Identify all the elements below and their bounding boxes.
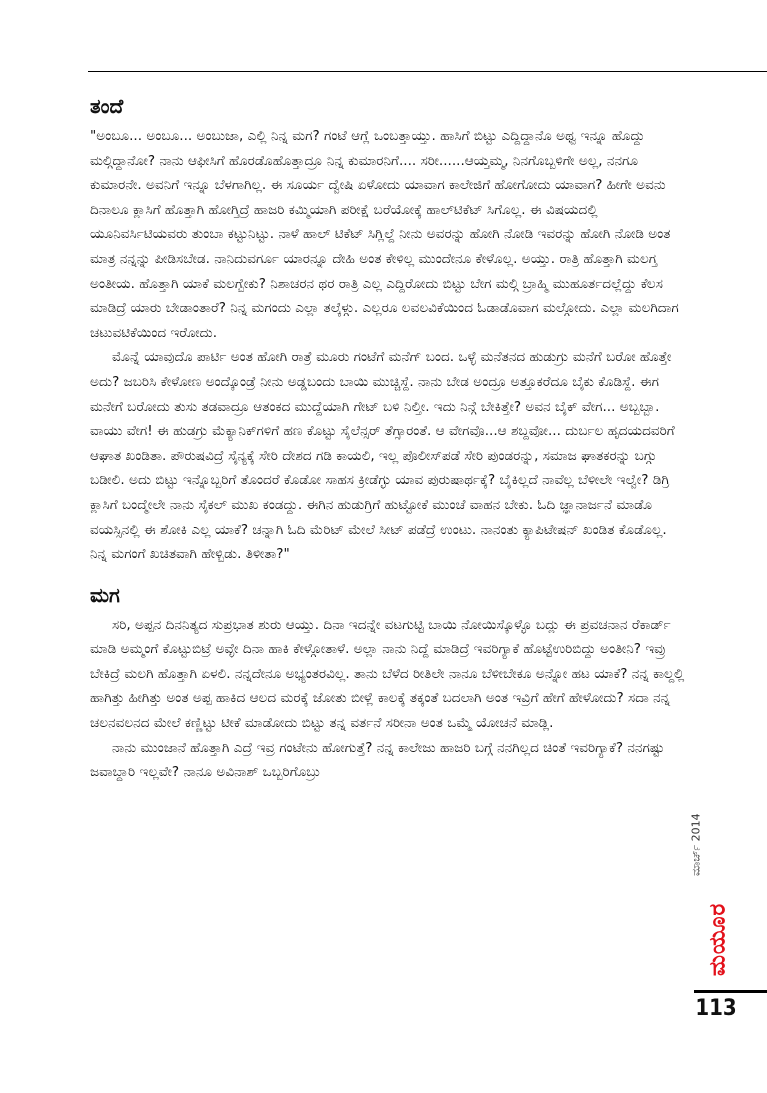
top-rule [88,71,767,72]
page-number-rule [694,990,767,993]
section-heading-maga: ಮಗ [90,582,120,607]
paragraph: ಸರಿ, ಅಪ್ಪನ ದಿನನಿತ್ಯದ ಸುಪ್ರಭಾತ ಶುರು ಆಯ್ತು. ದಿನಾ ಇದನ್ನೇ ವಟಗುಟ್ಟಿ ಬಾಯಿ ನೋಯಿಸ್ಕೊಳ್ಳೊ ಬದ್ಲು ಈ ಪ್ರವಚನಾನ ರೆಕಾರ್ಡ್ ಮಾಡಿ ಅಮ್ಮಂಗೆ ಕೊಟ್ಟುಬಿಟ್ರೆ ಅವ್ಳೇ ದಿನಾ ಹಾಕಿ ಕೇಳ್ಗೋತಾಳೆ. ಅಲ್ಲಾ ನಾನು ನಿದ್ದೆ ಮಾಡಿದ್ರೆ ಇವರಿಗ್ಯಾಕೆ ಹೊಟ್ಟೆಉರಿಬಿದ್ದು ಅಂತೀನಿ? ಇವ್ರು ಬೇಕಿದ್ರೆ ಮಲಗಿ ಹೊತ್ತಾಗಿ ಏಳಲಿ. ನನ್ನದೇನೂ ಅಭ್ಯಂತರವಿಲ್ಲ. ತಾನು ಬೆಳೆದ ರೀತಿಲೇ ನಾನೂ ಬೆಳೀಬೇಕೂ ಅನ್ನೋ ಹಟ ಯಾಕೆ? ನನ್ನ ಕಾಲ್ದಲ್ಲಿ ಹಾಗಿತ್ತು ಹೀಗಿತ್ತು ಅಂತ ಅಪ್ಪ ಹಾಕಿದ ಆಲದ ಮರಕ್ಕೆ ಜೋತು ಬೀಳ್ಲೆ ಕಾಲಕ್ಕೆ ತಕ್ಕಂತೆ ಬದಲಾಗಿ ಅಂತ ಇವ್ರಿಗೆ ಹೇಗೆ ಹೇಳೋದು? ಸದಾ ನನ್ನ ಚಲನವಲನದ ಮೇಲೆ ಕಣ್ಣಿಟ್ಟು ಟೀಕೆ ಮಾಡೋದು ಬಿಟ್ಟು ತನ್ನ ವರ್ತನೆ ಸರೀನಾ ಅಂತ ಒಮ್ಮೆ ಯೋಚನೆ ಮಾಡ್ಲಿ. [90,616,685,732]
issue-date: ಮಾರ್ಚ್ 2014 [689,813,703,877]
article-column [90,92,686,785]
section-maga [90,581,686,785]
paragraph: ಮೊನ್ನೆ ಯಾವುದೊ ಪಾರ್ಟಿ ಅಂತ ಹೋಗಿ ರಾತ್ರೆ ಮೂರು ಗಂಟೆಗೆ ಮನೆಗ್ ಬಂದ. ಒಳ್ಳೆ ಮನೆತನದ ಹುಡುಗ್ರು ಮನೆಗೆ ಬರೋ ಹೊತ್ತೇ ಅದು? ಜಬರಿಸಿ ಕೇಳೋಣ ಅಂದ್ಕೊಂಡ್ರೆ ನೀನು ಅಡ್ಡಬಂದು ಬಾಯಿ ಮುಚ್ಚಿಸ್ದೆ. ನಾನು ಬೇಡ ಅಂದ್ರೂ ಅತ್ತೂಕರೆದೂ ಬೈಕು ಕೊಡಿಸ್ದೆ. ಈಗ ಮನೇಗೆ ಬರೋದು ತುಸು ತಡವಾದ್ರೂ ಆತಂಕದ ಮುದ್ದೆಯಾಗಿ ಗೇಟ್ ಬಳಿ ನಿಲ್ತೀ. ಇದು ನಿನ್ಗೆ ಬೇಕಿತ್ತೇ? ಅವನ ಬೈಕ್ ವೇಗ... ಅಬ್ಬಬ್ಬಾ. ವಾಯು ವೇಗ! ಈ ಹುಡಗ್ರು ಮೆಕ್ಯಾನಿಕ್‌ಗಳಿಗೆ ಹಣ ಕೊಟ್ಟು ಸೈಲೆನ್ಸರ್ ತೆಗ್ಸಾರಂತೆ. ಆ ವೇಗವೊ...ಆ ಶಬ್ದವೋ... ದುರ್ಬಲ ಹೃದಯದವರಿಗೆ ಆಘಾತ ಖಂಡಿತಾ. ಪೌರುಷವಿದ್ರೆ ಸೈನ್ಯಕ್ಕೆ ಸೇರಿ ದೇಶದ ಗಡಿ ಕಾಯಲಿ, ಇಲ್ಲ ಪೊಲೀಸ್‌ಪಡೆ ಸೇರಿ ಪುಂಡರನ್ನು, ಸಮಾಜ ಘಾತಕರನ್ನು ಬಗ್ಗು ಬಡೀಲಿ. ಅದು ಬಿಟ್ಟು ಇನ್ನೊಬ್ಬರಿಗೆ ತೊಂದರೆ ಕೊಡೋ ಸಾಹಸ ಕ್ರೀಡೆಗ್ಳು ಯಾವ ಪುರುಷಾರ್ಥಕ್ಕೆ? ಬೈಕಿಲ್ಲದೆ ನಾವೆಲ್ಲ ಬೆಳೀಲೇ ಇಲ್ವೇ? ಡಿಗ್ರಿ ಕ್ಲಾಸಿಗೆ ಬಂದ್ಮೇಲೇ ನಾನು ಸೈಕಲ್ ಮುಖ ಕಂಡದ್ದು. ಈಗಿನ ಹುಡುಗ್ರಿಗೆ ಹುಟ್ಟೋಕೆ ಮುಂಚೆ ವಾಹನ ಬೇಕು. ಓದಿ ಜ್ಞಾನಾರ್ಜನೆ ಮಾಡೊ ವಯಸ್ಸಿನಲ್ಲಿ ಈ ಶೋಕಿ ಎಲ್ಲ ಯಾಕೆ? ಚನ್ನಾಗಿ ಓದಿ ಮೆರಿಟ್ ಮೇಲೆ ಸೀಟ್ ಪಡೆದ್ರೆ ಉಂಟು. ನಾನಂತು ಕ್ಯಾಪಿಟೇಷನ್ ಖಂಡಿತ ಕೊಡೊಲ್ಲ. ನಿನ್ನ ಮಗಂಗೆ ಖಚಿತವಾಗಿ ಹೇಳ್ಬಿಡು. ತಿಳೀತಾ?" [90,349,675,563]
section-tande [90,92,686,567]
page-number: 113 [695,996,737,1021]
paragraph: "ಅಂಬೂ... ಅಂಬೂ... ಅಂಬುಜಾ, ಎಲ್ಲಿ ನಿನ್ನ ಮಗ? ಗಂಟೆ ಆಗ್ಲೆ ಒಂಬತ್ತಾಯ್ತು. ಹಾಸಿಗೆ ಬಿಟ್ಟು ಎದ್ದಿದ್ದಾನೊ ಅಥ್ವ ಇನ್ನೂ ಹೊದ್ದು ಮಲ್ಗಿದ್ದಾನೋ? ನಾನು ಆಫೀಸಿಗೆ ಹೊರಡೊಹೊತ್ತಾದ್ರೂ ನಿನ್ನ ಕುಮಾರನಿಗೆ.... ಸರೀ......ಆಯ್ತಮ್ಮ, ನಿನಗೊಬ್ಬಳಿಗೇ ಅಲ್ಲ, ನನಗೂ ಕುಮಾರನೇ. ಅವನಿಗೆ ಇನ್ನೂ ಬೆಳಗಾಗಿಲ್ಲ. ಈ ಸೂರ್ಯ ದ್ವೇಷಿ ಏಳೋದು ಯಾವಾಗ ಕಾಲೇಜಿಗೆ ಹೋಗೋದು ಯಾವಾಗ? ಹೀಗೇ ಅವನು ದಿನಾಲೂ ಕ್ಲಾಸಿಗೆ ಹೊತ್ತಾಗಿ ಹೋಗ್ತಿದ್ರೆ ಹಾಜರಿ ಕಮ್ಮಿಯಾಗಿ ಪರೀಕ್ಷೆ ಬರೆಯೋಕ್ಕೆ ಹಾಲ್‌ಟಿಕೆಟ್ ಸಿಗೊಲ್ಲ. ಈ ವಿಷಯದಲ್ಲಿ ಯೂನಿವರ್ಸಿಟಿಯವರು ತುಂಬಾ ಕಟ್ಟುನಿಟ್ಟು. ನಾಳೆ ಹಾಲ್ ಟಿಕೆಟ್ ಸಿಗ್ಲಿಲ್ದೆ ನೀನು ಅವರನ್ನು ಹೋಗಿ ನೋಡಿ ಇವರನ್ನು ಹೋಗಿ ನೋಡಿ ಅಂತ ಮಾತ್ರ ನನ್ನನ್ನು ಪೀಡಿಸಬೇಡ. ನಾನಿದುವರ್ಗೂ ಯಾರನ್ನೂ ದೇಹಿ ಅಂತ ಕೇಳಿಲ್ಲ ಮುಂದೇನೂ ಕೇಳೊಲ್ಲ. ಅಯ್ತು. ರಾತ್ರಿ ಹೊತ್ತಾಗಿ ಮಲಗ್ತ ಅಂತೀಯ. ಹೊತ್ತಾಗಿ ಯಾಕೆ ಮಲಗ್ಬೇಕು? ನಿಶಾಚರನ ಥರ ರಾತ್ರಿ ಎಲ್ಲ ಎದ್ದಿರೋದು ಬಿಟ್ಟು ಬೇಗ ಮಲ್ಗಿ ಬ್ರಾಹ್ಮಿ ಮುಹೂರ್ತದಲ್ಲೆದ್ದು ಕೆಲಸ ಮಾಡಿದ್ರೆ ಯಾರು ಬೇಡಾಂತಾರೆ? ನಿನ್ನ ಮಗಂದು ಎಲ್ಲಾ ತಲ್ಕೆಳ್ಗು. ಎಲ್ಲರೂ ಲವಲವಿಕೆಯಿಂದ ಓಡಾಡೊವಾಗ ಮಲ್ಗೋದು. ಎಲ್ಲಾ ಮಲಗಿದಾಗ ಚಟುವಟಿಕೆಯಿಂದ ಇರೋದು. [90,128,679,341]
section-heading-tande: ತಂದೆ [90,94,124,118]
paragraph: ನಾನು ಮುಂಜಾನೆ ಹೊತ್ತಾಗಿ ಎದ್ರೆ ಇವ್ರ ಗಂಟೇನು ಹೋಗುತ್ತೆ? ನನ್ನ ಕಾಲೇಜು ಹಾಜರಿ ಬಗ್ಗೆ ನನಗಿಲ್ಲದ ಚಿಂತೆ ಇವರಿಗ್ಯಾಕೆ? ನನಗಷ್ಟು ಜವಾಬ್ದಾರಿ ಇಲ್ಲವೇ? ನಾನೂ ಅವಿನಾಶ್ ಒಬ್ಬರಿಗೊಬ್ರು [90,739,665,781]
magazine-logo: ಮಯೂರ [705,902,731,976]
